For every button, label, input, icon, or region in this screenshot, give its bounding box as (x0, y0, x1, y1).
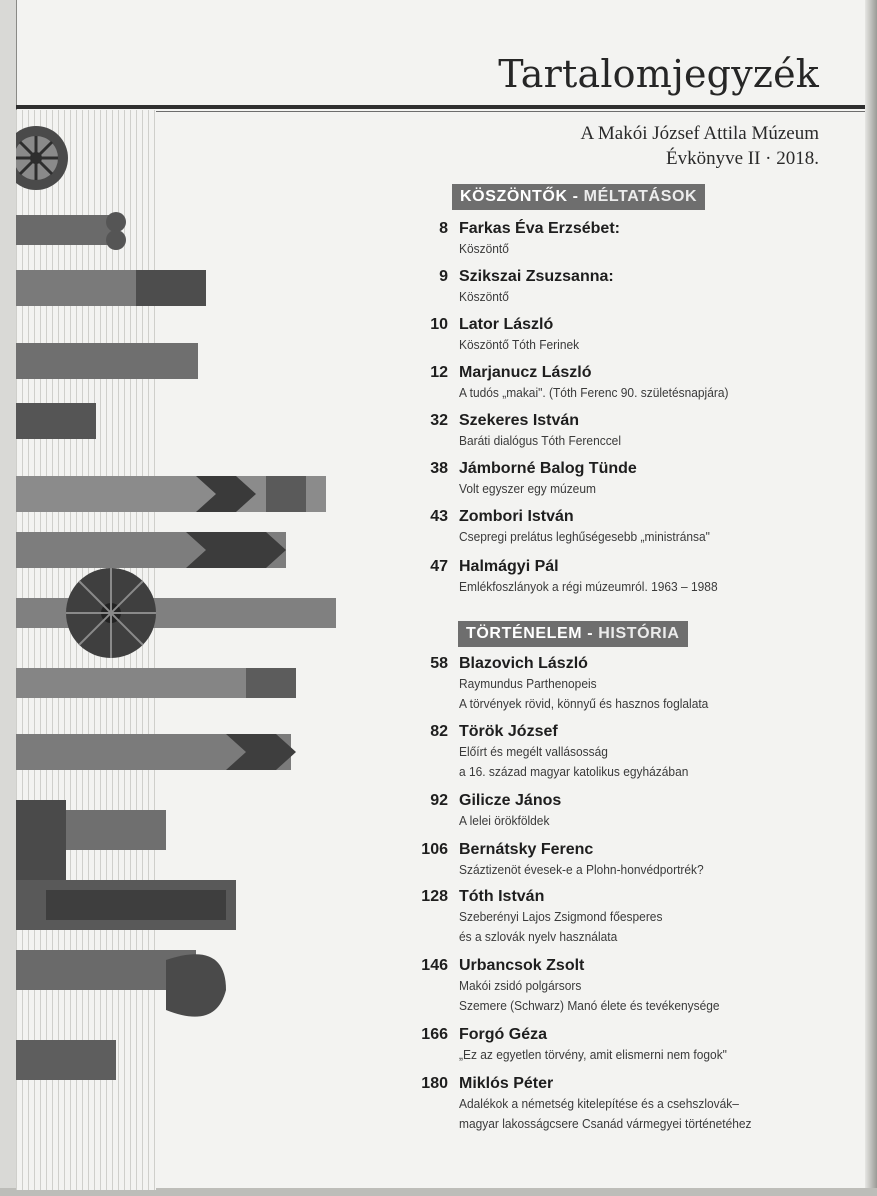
section-label-secondary: MÉLTATÁSOK (583, 188, 698, 205)
entry-page-number: 180 (421, 1075, 448, 1092)
entry-author: Farkas Éva Erzsébet: (459, 220, 620, 237)
entry-author: Tóth István (459, 888, 545, 905)
entry-title: Adalékok a németség kitelepítése és a csehszlovák– (459, 1096, 739, 1111)
entry-page-number: 82 (430, 723, 448, 740)
entry-title: A lelei örökföldek (459, 813, 550, 828)
entry-title: Száztizenöt évesek-e a Plohn-honvédportrék? (459, 862, 704, 877)
entry-title: Makói zsidó polgársors (459, 978, 582, 993)
page-edge-right (865, 0, 877, 1196)
entry-author: Bernátsky Ferenc (459, 841, 594, 858)
entry-author: Halmágyi Pál (459, 558, 559, 575)
entry-title: Szeberényi Lajos Zsigmond főesperes (459, 909, 663, 924)
entry-title: Raymundus Parthenopeis (459, 676, 597, 691)
entry-page-number: 38 (430, 460, 448, 477)
entry-page-number: 146 (421, 957, 448, 974)
entry-title: Köszöntő (459, 289, 509, 304)
entry-title-line-2: és a szlovák nyelv használata (459, 929, 618, 944)
subtitle-line-1: A Makói József Attila Múzeum (580, 123, 819, 144)
entry-title: Köszöntő Tóth Ferinek (459, 337, 580, 352)
entry-author: Marjanucz László (459, 364, 592, 381)
entry-author: Jámborné Balog Tünde (459, 460, 637, 477)
entry-author: Gilicze János (459, 792, 562, 809)
publication-subtitle (580, 121, 819, 171)
entry-author: Miklós Péter (459, 1075, 554, 1092)
section-label-primary: KÖSZÖNTŐK - (460, 188, 584, 205)
entry-author: Szekeres István (459, 412, 580, 429)
title-rule (16, 105, 865, 109)
entry-title-line-2: magyar lakosságcsere Csanád vármegyei történetéhez (459, 1116, 752, 1131)
page-title: Tartalomjegyzék (498, 52, 819, 96)
section-header-tortenelem (458, 621, 688, 647)
entry-author: Török József (459, 723, 558, 740)
entry-page-number: 166 (421, 1026, 448, 1043)
carved-rosette-icon (66, 568, 156, 658)
entry-page-number: 106 (421, 841, 448, 858)
page-edge-left (0, 0, 17, 1196)
section-label-primary: TÖRTÉNELEM - (466, 625, 599, 642)
subtitle-line-2: Évkönyve II · 2018. (665, 148, 819, 169)
entry-title: Előírt és megélt vallásosság (459, 744, 608, 759)
entry-title-line-2: A törvények rövid, könnyű és hasznos foglalata (459, 696, 709, 711)
entry-page-number: 10 (430, 316, 448, 333)
entry-author: Forgó Géza (459, 1026, 548, 1043)
section-header-koszontok (452, 184, 705, 210)
entry-page-number: 58 (430, 655, 448, 672)
entry-page-number: 43 (430, 508, 448, 525)
entry-page-number: 32 (430, 412, 448, 429)
entry-page-number: 92 (430, 792, 448, 809)
entry-author: Zombori István (459, 508, 574, 525)
entry-title: Csepregi prelátus leghűségesebb „ministránsa" (459, 529, 710, 544)
entry-title: Volt egyszer egy múzeum (459, 481, 596, 496)
entry-title: Köszöntő (459, 241, 509, 256)
carved-wood-illustration (16, 110, 336, 1190)
entry-author: Blazovich László (459, 655, 588, 672)
entry-page-number: 128 (421, 888, 448, 905)
entry-title: A tudós „makai". (Tóth Ferenc 90. születésnapjára) (459, 385, 729, 400)
entry-title-line-2: a 16. század magyar katolikus egyházában (459, 764, 689, 779)
section-label-secondary: HISTÓRIA (598, 625, 680, 642)
entry-page-number: 9 (439, 268, 448, 285)
entry-author: Szikszai Zsuzsanna: (459, 268, 614, 285)
entry-author: Lator László (459, 316, 554, 333)
entry-page-number: 8 (439, 220, 448, 237)
entry-page-number: 12 (430, 364, 448, 381)
entry-author: Urbancsok Zsolt (459, 957, 585, 974)
entry-page-number: 47 (430, 558, 448, 575)
entry-title-line-2: Szemere (Schwarz) Manó élete és tevékenysége (459, 998, 720, 1013)
entry-title: „Ez az egyetlen törvény, amit elismerni nem fogok" (459, 1047, 727, 1062)
entry-title: Emlékfoszlányok a régi múzeumról. 1963 – 1988 (459, 579, 718, 594)
entry-title: Baráti dialógus Tóth Ferenccel (459, 433, 621, 448)
